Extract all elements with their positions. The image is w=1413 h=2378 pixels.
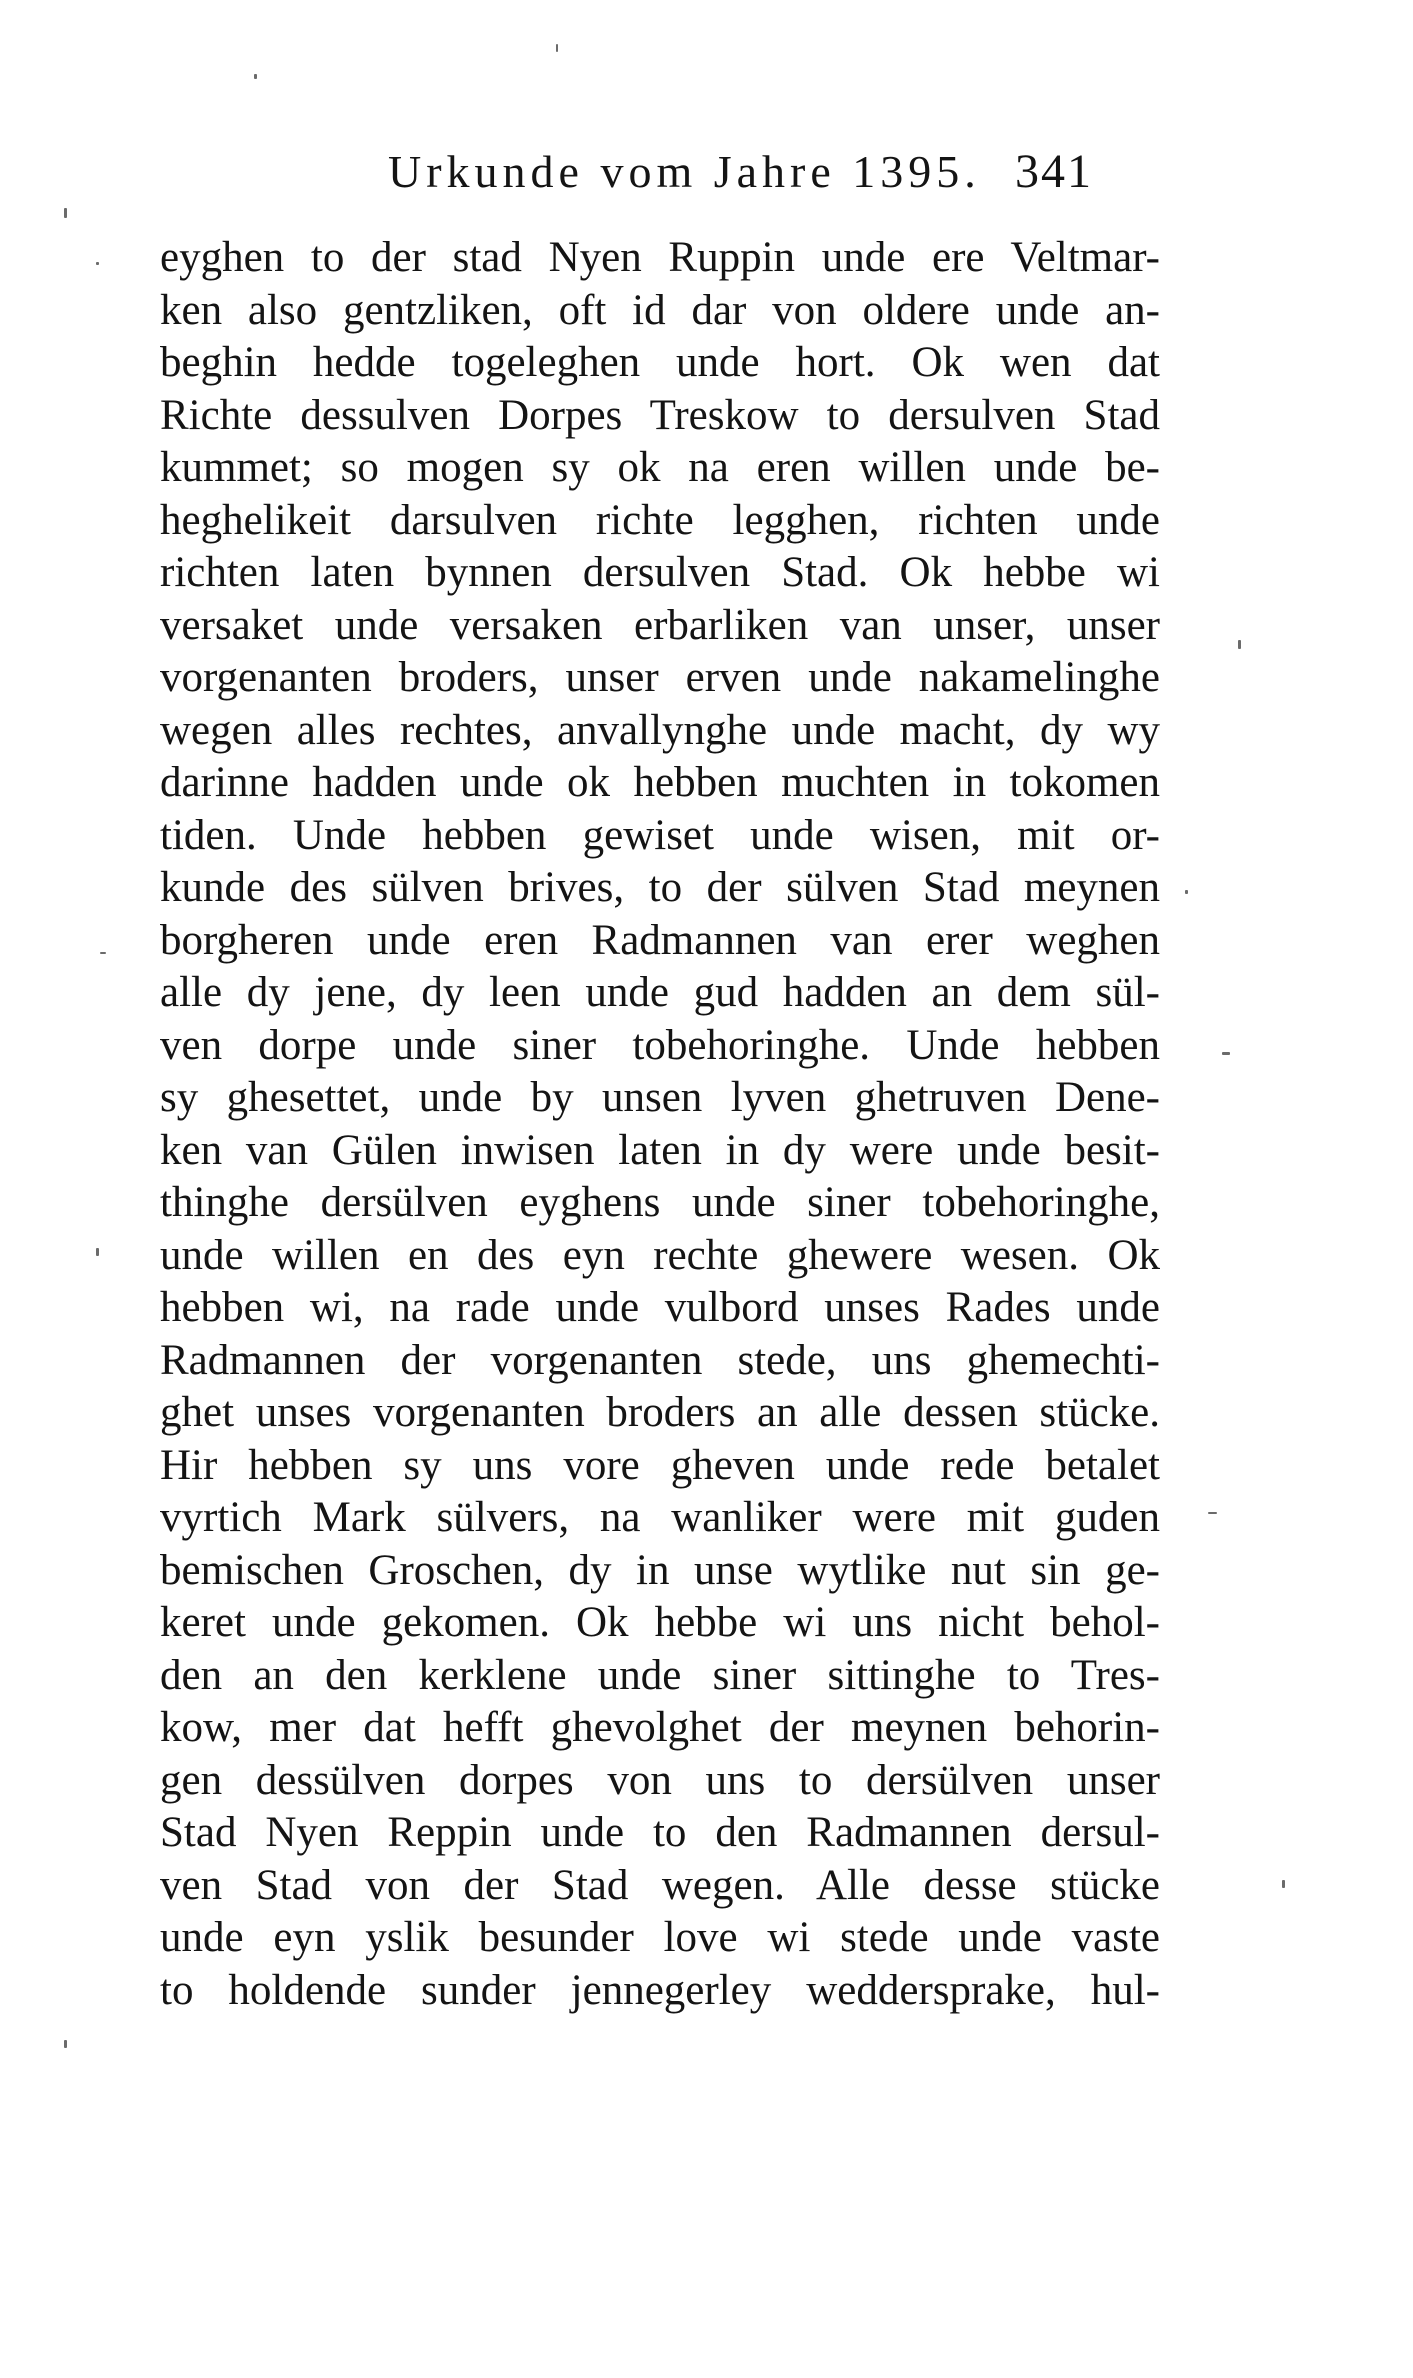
- text-line: keret unde gekomen. Ok hebbe wi uns nicht behol-: [160, 1599, 1160, 1646]
- text-line: borgheren unde eren Radmannen van erer weghen: [160, 916, 1160, 964]
- text-line: ven Stad von der Stad wegen. Alle desse stücke: [160, 1861, 1160, 1909]
- text-line: wegen alles rechtes, anvallynghe unde macht, dy wy: [160, 706, 1160, 754]
- text-line: hebben wi, na rade unde vulbord unses Rades unde: [160, 1284, 1160, 1331]
- text-line: richten laten bynnen dersulven Stad. Ok hebbe wi: [160, 549, 1160, 596]
- text-line: unde willen en des eyn rechte ghewere wesen. Ok: [160, 1231, 1160, 1279]
- text-line: kunde des sülven brives, to der sülven Stad meynen: [160, 864, 1160, 911]
- text-line: tiden. Unde hebben gewiset unde wisen, mit or-: [160, 811, 1160, 859]
- text-line: darinne hadden unde ok hebben muchten in tokomen: [160, 759, 1160, 806]
- scan-speck: [556, 44, 558, 52]
- text-line: ven dorpe unde siner tobehoringhe. Unde hebben: [160, 1021, 1160, 1069]
- scan-speck: [64, 208, 67, 218]
- body-text: [160, 232, 1160, 2017]
- scan-speck: [1208, 1512, 1217, 1514]
- text-line: den an den kerklene unde siner sittinghe to Tres-: [160, 1651, 1160, 1699]
- text-line: bemischen Groschen, dy in unse wytlike nut sin ge-: [160, 1546, 1160, 1594]
- text-line: ghet unses vorgenanten broders an alle dessen stücke.: [160, 1389, 1160, 1436]
- scan-speck: [1238, 640, 1241, 649]
- text-line: Radmannen der vorgenanten stede, uns ghemechti-: [160, 1336, 1160, 1384]
- scan-speck: [64, 2040, 67, 2048]
- text-line: to holdende sunder jennegerley weddersprake, hul-: [160, 1966, 1160, 2014]
- scan-speck: [96, 1248, 99, 1256]
- text-line: Hir hebben sy uns vore gheven unde rede betalet: [160, 1441, 1160, 1489]
- text-line: kow, mer dat hefft ghevolghet der meynen behorin-: [160, 1704, 1160, 1751]
- text-line: vorgenanten broders, unser erven unde nakamelinghe: [160, 654, 1160, 701]
- text-line: heghelikeit darsulven richte legghen, richten unde: [160, 496, 1160, 544]
- scan-speck: [100, 952, 106, 954]
- scan-speck: [1185, 890, 1188, 894]
- text-line: alle dy jene, dy leen unde gud hadden an dem sül-: [160, 969, 1160, 1016]
- text-line: ken also gentzliken, oft id dar von oldere unde an-: [160, 286, 1160, 334]
- text-line: kummet; so mogen sy ok na eren willen unde be-: [160, 444, 1160, 491]
- text-line: gen dessülven dorpes von uns to dersülven unser: [160, 1756, 1160, 1804]
- scan-speck: [254, 74, 257, 79]
- text-line: ken van Gülen inwisen laten in dy were unde besit-: [160, 1126, 1160, 1174]
- page-number: 341: [1015, 145, 1093, 198]
- scan-speck: [1222, 1052, 1230, 1055]
- text-line: unde eyn yslik besunder love wi stede unde vaste: [160, 1914, 1160, 1961]
- scan-speck: [96, 262, 99, 265]
- text-line: eyghen to der stad Nyen Ruppin unde ere Veltmar-: [160, 234, 1160, 281]
- text-line: sy ghesettet, unde by unsen lyven ghetruven Dene-: [160, 1074, 1160, 1121]
- running-header: [160, 142, 1160, 202]
- text-line: Stad Nyen Reppin unde to den Radmannen dersul-: [160, 1809, 1160, 1856]
- running-title: Urkunde vom Jahre 1395.: [388, 146, 981, 197]
- text-line: versaket unde versaken erbarliken van unser, unser: [160, 601, 1160, 649]
- text-line: beghin hedde togeleghen unde hort. Ok wen dat: [160, 339, 1160, 386]
- text-line: thinghe dersülven eyghens unde siner tobehoringhe,: [160, 1179, 1160, 1226]
- text-line: Richte dessulven Dorpes Treskow to dersulven Stad: [160, 391, 1160, 439]
- text-line: vyrtich Mark sülvers, na wanliker were mit guden: [160, 1494, 1160, 1541]
- scan-speck: [1282, 1880, 1285, 1888]
